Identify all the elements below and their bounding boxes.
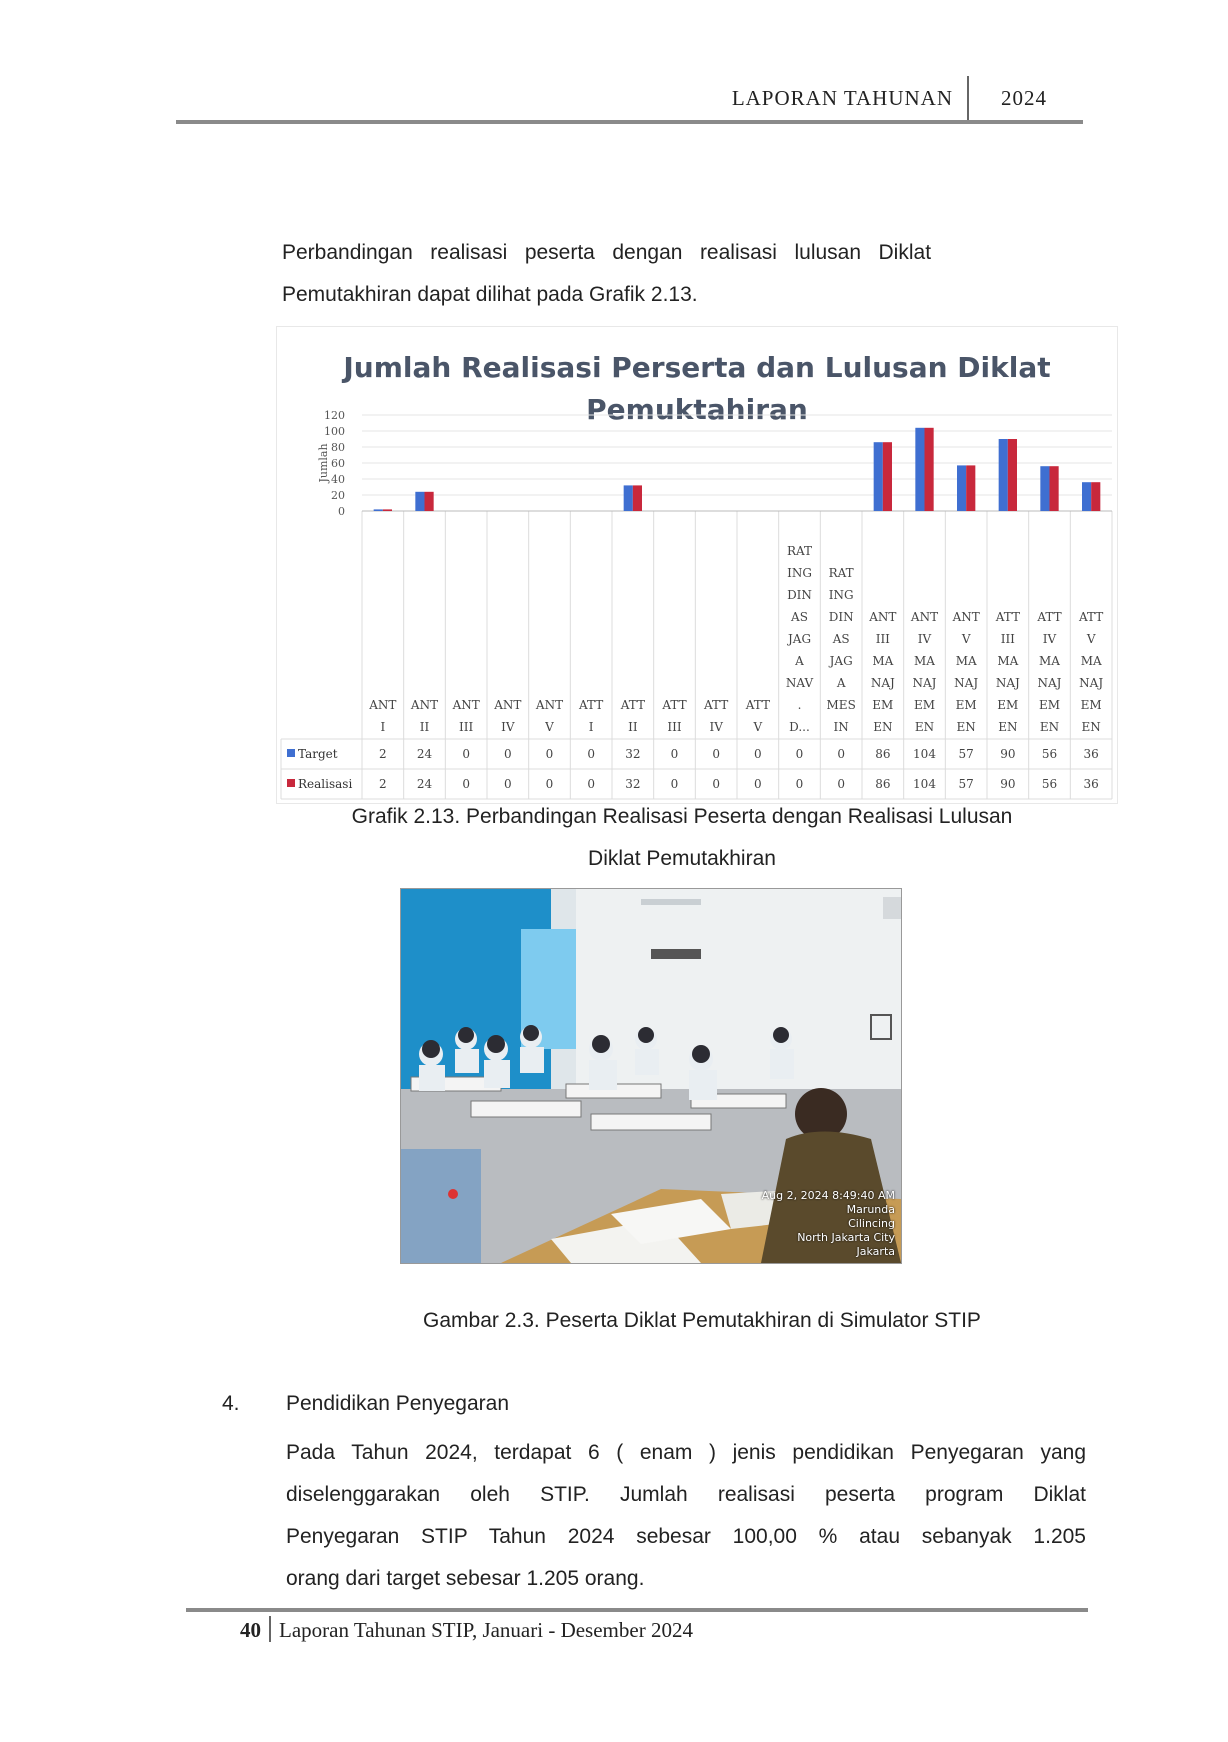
bar-realisasi [1008, 439, 1017, 511]
x-tick-label: EM [913, 698, 936, 712]
x-tick-label: II [628, 720, 638, 734]
data-label-target: 0 [462, 747, 470, 761]
x-tick-label: NAJ [954, 676, 979, 690]
x-tick-label: IN [833, 720, 849, 734]
header-year: 2024 [1001, 86, 1047, 110]
data-label-target: 2 [379, 747, 387, 761]
data-label-realisasi: 32 [625, 777, 641, 791]
y-axis-label: Jumlah [317, 443, 330, 483]
x-tick-label: JAG [787, 632, 812, 646]
data-label-realisasi: 36 [1083, 777, 1099, 791]
bar-target [1082, 482, 1091, 511]
intro-line-1: Perbandingan realisasi peserta dengan realisasi lulusan Diklat [282, 241, 932, 264]
data-label-target: 0 [837, 747, 845, 761]
x-tick-label: EM [1038, 698, 1061, 712]
data-label-realisasi: 0 [545, 777, 554, 791]
x-tick-label: ANT [494, 698, 522, 712]
x-tick-label: AS [832, 632, 850, 646]
x-tick-label: ING [787, 566, 812, 580]
intro-paragraph [282, 232, 1082, 316]
section-title: Pendidikan Penyegaran [286, 1392, 510, 1415]
x-tick-label: IV [917, 632, 932, 646]
bar-target [999, 439, 1008, 511]
bar-target [415, 492, 424, 511]
x-tick-label: V [961, 632, 971, 646]
chart-title-line-2: Pemuktahiran [586, 393, 808, 426]
section-line-3: Penyegaran STIP Tahun 2024 sebesar 100,00 % atau sebanyak 1.205 [286, 1525, 1086, 1548]
x-tick-label: ATT [704, 698, 729, 712]
data-label-target: 57 [958, 747, 974, 761]
bar-realisasi [425, 492, 434, 511]
footer-rule [186, 1608, 1088, 1612]
data-label-target: 0 [545, 747, 554, 761]
x-tick-label: MES [826, 698, 856, 712]
photo-stamp-line-5: Jakarta [856, 1245, 895, 1258]
x-tick-label: A [795, 654, 804, 668]
data-label-target: 24 [416, 747, 433, 761]
footer-text: Laporan Tahunan STIP, Januari - Desember 2024 [279, 1618, 693, 1642]
section-number: 4. [222, 1392, 240, 1415]
x-tick-label: III [875, 632, 890, 646]
x-tick-label: MA [1080, 654, 1102, 668]
x-tick-label: RAT [828, 566, 854, 580]
bar-realisasi [1050, 466, 1059, 511]
x-tick-label: DIN [828, 610, 854, 624]
x-tick-label: ANT [369, 698, 397, 712]
data-label-target: 104 [913, 747, 936, 761]
photo-stamp-line-4: North Jakarta City [797, 1231, 895, 1244]
data-label-target: 0 [754, 747, 762, 761]
photo-timestamp [762, 1189, 895, 1259]
data-label-realisasi: 90 [1000, 777, 1016, 791]
y-tick-label: 80 [331, 441, 345, 454]
data-label-target: 0 [795, 747, 804, 761]
data-label-realisasi: 86 [875, 777, 891, 791]
bar-target [915, 428, 924, 511]
x-tick-label: ATT [1037, 610, 1062, 624]
bar-target [624, 485, 633, 511]
x-tick-label: EN [1039, 720, 1060, 734]
data-label-target: 0 [712, 747, 720, 761]
bar-target [957, 465, 966, 511]
bar-realisasi [383, 509, 392, 511]
x-tick-label: ATT [995, 610, 1020, 624]
data-label-realisasi: 0 [754, 777, 762, 791]
x-tick-label: IV [501, 720, 515, 734]
data-label-realisasi: 0 [587, 777, 595, 791]
data-label-target: 36 [1083, 747, 1099, 761]
photo-stamp-date: Aug 2, 2024 8:49:40 AM [761, 1189, 895, 1202]
chart-caption-line-1: Grafik 2.13. Perbandingan Realisasi Peserta dengan Realisasi Lulusan [351, 805, 1013, 828]
x-tick-label: NAJ [912, 676, 937, 690]
x-tick-label: NAJ [1037, 676, 1062, 690]
bar-target [874, 442, 883, 511]
x-tick-label: ATT [1079, 610, 1104, 624]
x-tick-label: MA [914, 654, 935, 668]
data-label-target: 0 [670, 747, 679, 761]
x-tick-label: NAJ [1079, 676, 1104, 690]
x-tick-label: EM [997, 698, 1019, 712]
x-tick-label: ANT [535, 698, 564, 712]
data-label-target: 56 [1041, 747, 1058, 761]
header-separator [967, 76, 969, 122]
data-label-target: 0 [587, 747, 595, 761]
data-label-realisasi: 24 [416, 777, 433, 791]
photo-stamp-line-2: Marunda [846, 1203, 895, 1216]
data-label-realisasi: 0 [462, 777, 470, 791]
header-rule [176, 120, 1083, 124]
x-tick-label: RAT [786, 544, 813, 558]
footer-separator [269, 1616, 271, 1642]
x-tick-label: ATT [620, 698, 645, 712]
data-label-realisasi: 57 [958, 777, 974, 791]
data-label-target: 86 [875, 747, 891, 761]
y-tick-label: 0 [338, 505, 345, 518]
legend-swatch-target [287, 749, 295, 757]
page-footer [240, 1616, 693, 1643]
x-tick-label: I [380, 720, 386, 734]
y-tick-label: 60 [331, 457, 345, 470]
x-tick-label: NAJ [870, 676, 895, 690]
section-line-2: diselenggarakan oleh STIP. Jumlah realisasi peserta program Diklat [286, 1483, 1086, 1506]
data-label-target: 32 [625, 747, 641, 761]
x-tick-label: EN [1081, 720, 1101, 734]
x-tick-label: NAV [785, 676, 814, 690]
x-tick-label: EN [914, 720, 935, 734]
x-tick-label: ANT [952, 610, 980, 624]
bar-target [374, 509, 383, 511]
chart-container [276, 326, 1118, 804]
x-tick-label: ATT [745, 698, 770, 712]
data-label-realisasi: 0 [712, 777, 720, 791]
data-label-target: 0 [504, 747, 512, 761]
bar-realisasi [633, 485, 642, 511]
bar-target [1040, 466, 1049, 511]
x-tick-label: ING [828, 588, 854, 602]
data-label-target: 90 [1000, 747, 1016, 761]
y-tick-label: 120 [324, 409, 345, 422]
x-tick-label: EN [873, 720, 893, 734]
data-label-realisasi: 2 [379, 777, 387, 791]
data-label-realisasi: 104 [913, 777, 936, 791]
page-number: 40 [240, 1618, 261, 1642]
x-tick-label: V [753, 720, 763, 734]
legend-label-realisasi: Realisasi [298, 777, 353, 791]
x-tick-label: AS [791, 610, 808, 624]
x-tick-label: ANT [410, 698, 439, 712]
x-tick-label: III [1000, 632, 1015, 646]
data-label-realisasi: 0 [837, 777, 845, 791]
data-label-realisasi: 56 [1041, 777, 1058, 791]
intro-line-2: Pemutakhiran dapat dilihat pada Grafik 2.13. [282, 283, 698, 306]
x-tick-label: III [459, 720, 474, 734]
legend-swatch-realisasi [287, 779, 295, 787]
x-tick-label: D... [789, 720, 810, 734]
data-label-realisasi: 0 [795, 777, 804, 791]
x-tick-label: ATT [579, 698, 604, 712]
x-tick-label: EN [956, 720, 976, 734]
y-tick-label: 40 [331, 473, 345, 486]
chart-svg [277, 327, 1117, 803]
section-line-1: Pada Tahun 2024, terdapat 6 ( enam ) jenis pendidikan Penyegaran yang [286, 1441, 1086, 1464]
bar-realisasi [883, 442, 892, 511]
y-tick-label: 20 [331, 489, 345, 502]
bar-realisasi [925, 428, 934, 511]
chart-title-line-1: Jumlah Realisasi Perserta dan Lulusan Diklat [343, 351, 1051, 384]
x-tick-label: EM [955, 698, 977, 712]
x-tick-label: ANT [452, 698, 480, 712]
photo-caption: Gambar 2.3. Peserta Diklat Pemutakhiran di Simulator STIP [423, 1309, 981, 1332]
x-tick-label: DIN [787, 588, 812, 602]
x-tick-label: MA [955, 654, 977, 668]
x-tick-label: III [667, 720, 682, 734]
y-tick-label: 100 [324, 425, 345, 438]
legend-label-target: Target [298, 747, 338, 761]
x-tick-label: MA [1039, 654, 1060, 668]
chart-caption-line-2: Diklat Pemutakhiran [588, 847, 776, 870]
classroom-photo [400, 888, 902, 1264]
x-tick-label: A [836, 676, 846, 690]
x-tick-label: II [419, 720, 430, 734]
section-paragraph [286, 1432, 1086, 1600]
bar-realisasi [1091, 482, 1100, 511]
data-label-realisasi: 0 [504, 777, 512, 791]
x-tick-label: I [588, 720, 594, 734]
x-tick-label: IV [1042, 632, 1057, 646]
x-tick-label: . [797, 698, 802, 712]
x-tick-label: EN [998, 720, 1018, 734]
x-tick-label: IV [709, 720, 723, 734]
data-label-realisasi: 0 [670, 777, 679, 791]
x-tick-label: NAJ [995, 676, 1020, 690]
x-tick-label: ANT [869, 610, 897, 624]
chart-caption [282, 796, 1082, 880]
x-tick-label: EM [1080, 698, 1102, 712]
photo-stamp-line-3: Cilincing [848, 1217, 895, 1230]
x-tick-label: EM [872, 698, 894, 712]
x-tick-label: MA [997, 654, 1019, 668]
header-title: LAPORAN TAHUNAN [731, 86, 953, 110]
section-line-4: orang dari target sebesar 1.205 orang. [286, 1567, 645, 1590]
x-tick-label: MA [872, 654, 894, 668]
x-tick-label: ATT [662, 698, 687, 712]
page-header [176, 72, 1083, 124]
x-tick-label: V [1086, 632, 1096, 646]
x-tick-label: JAG [829, 654, 853, 668]
x-tick-label: V [545, 720, 554, 734]
bar-realisasi [966, 465, 975, 511]
x-tick-label: ANT [910, 610, 939, 624]
